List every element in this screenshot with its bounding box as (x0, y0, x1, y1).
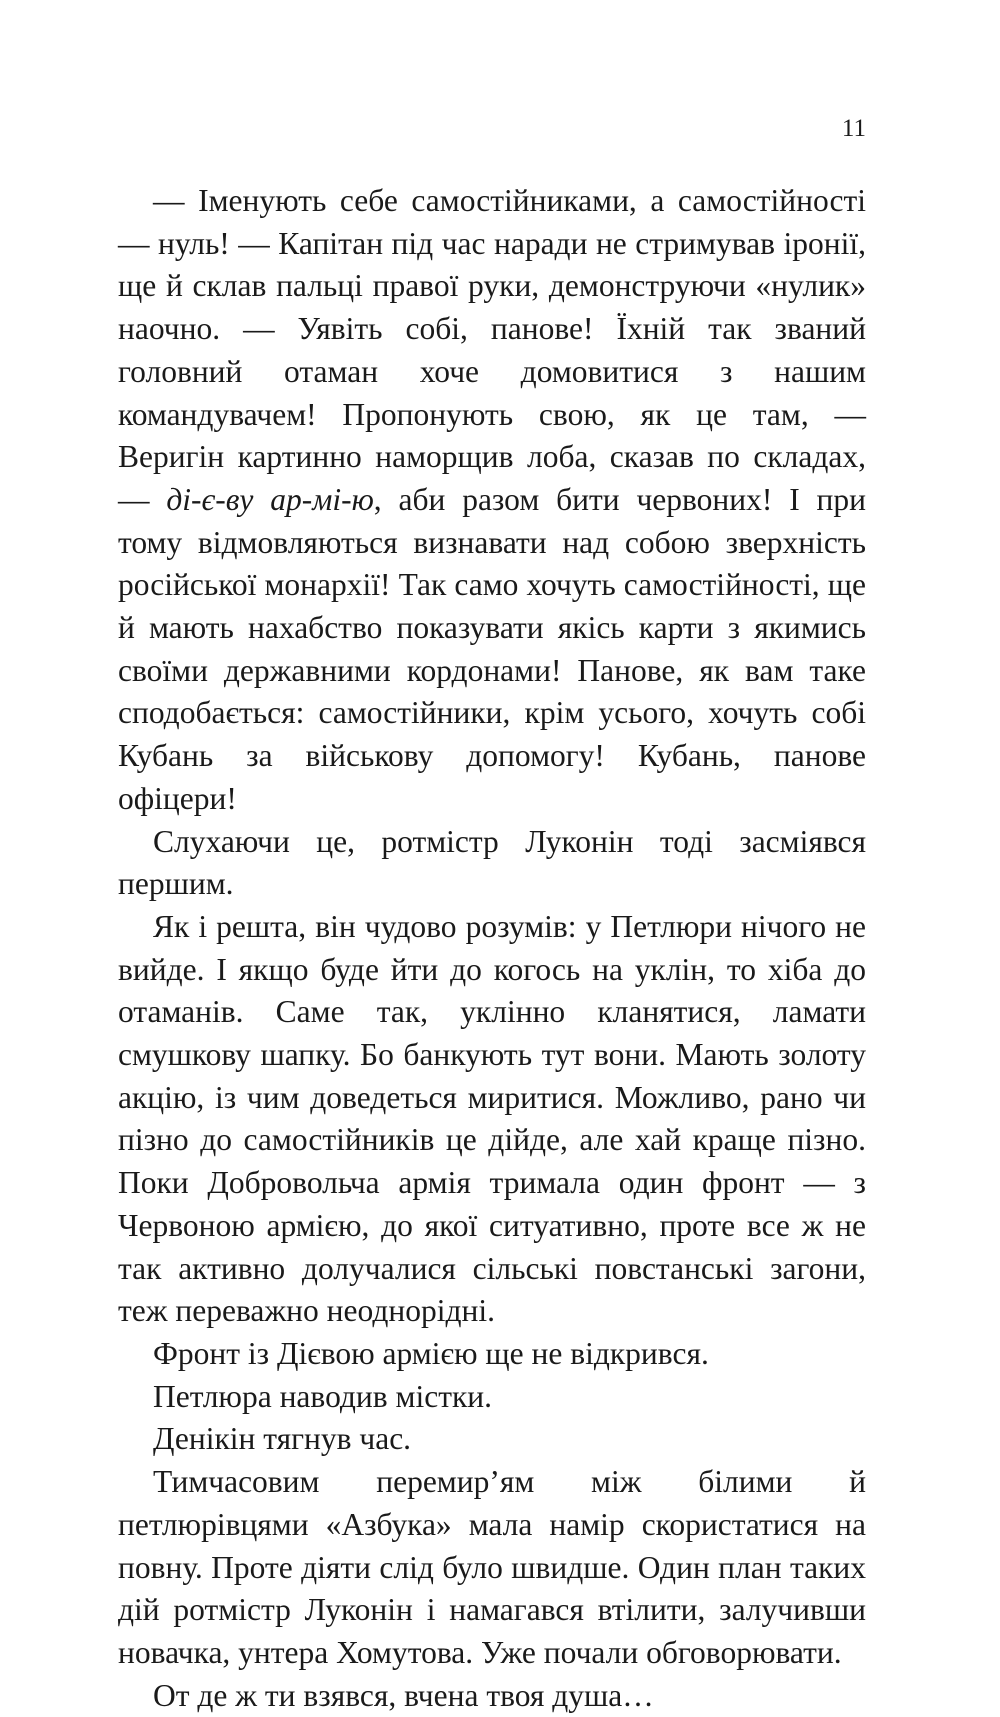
page-number: 11 (841, 115, 866, 142)
paragraph-text: , аби разом бити червоних! І при тому відмовляються визнавати над собою зверхність російської монархії! Так само хочуть самостійності, ще й мають нахабство показувати якісь карти з якимись своїми державними кордонами! Панове, як вам таке сподобається: самостійники, крім усього, хочуть собі Кубань за військову допомогу! Кубань, панове офіцери! (118, 481, 866, 816)
paragraph: Петлюра наводив містки. (153, 1378, 493, 1414)
emphasized-text: ді-є-ву ар-мі-ю (166, 481, 374, 517)
paragraph: Як і решта, він чудово розумів: у Петлюри нічого не вийде. І якщо буде йти до когось на уклін, то хіба до отаманів. Саме так, уклінно кланятися, ламати смушкову шапку. Бо банкують тут вони. Мають золоту акцію, із чим доведеться миритися. Можливо, рано чи пізно до самостійників це дійде, але хай краще пізно. Поки Добровольча армія тримала один фронт — з Червоною армією, до якої ситуативно, проте все ж не так активно долучалися сільські повстанські загони, теж переважно неоднорідні. (118, 908, 866, 1329)
paragraph: Слухаючи це, ротмістр Луконін тоді засміявся першим. (118, 823, 866, 902)
paragraph: Денікін тягнув час. (153, 1421, 412, 1457)
paragraph-text: — Іменують себе самостійниками, а самостійності — нуль! — Капітан під час наради не стримував іронії, ще й склав пальці правої руки, демонструючи «нулик» наочно. — Уявіть собі, панове! Їхній так званий головний отаман хоче домовитися з нашим командувачем! Пропонують свою, як це там, — Веригін картинно наморщив лоба, сказав по складах, — (118, 183, 866, 517)
paragraph: От де ж ти взявся, вчена твоя душа… (153, 1677, 654, 1713)
paragraph: Тимчасовим перемир’ям між білими й петлюрівцями «Азбука» мала намір скористатися на повну. Проте діяти слід було швидше. Один план таких дій ротмістр Луконін і намагався втілити, залучивши новачка, унтера Хомутова. Уже почали обговорювати. (118, 1464, 866, 1670)
paragraph (118, 180, 866, 821)
body-text (118, 180, 866, 1717)
paragraph: Фронт із Дієвою армією ще не відкрився. (153, 1335, 709, 1371)
